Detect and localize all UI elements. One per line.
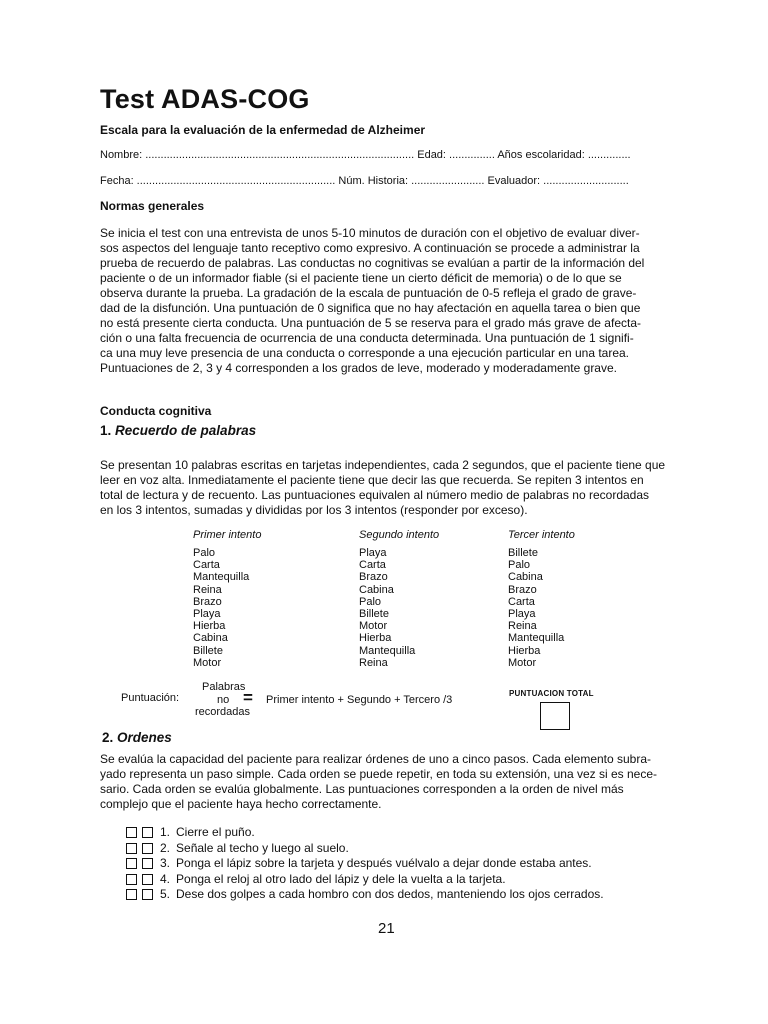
list-item: Playa <box>508 608 536 621</box>
list-item: Motor <box>508 656 537 669</box>
order-text: Señale al techo y luego al suelo. <box>176 840 349 855</box>
list-item: Carta <box>193 559 220 572</box>
score-recordadas: recordadas <box>195 706 251 718</box>
conducta-cognitiva-heading: Conducta cognitiva <box>100 404 212 418</box>
text-line: paciente o de un informador fiable (si el paciente tiene un cierto déficit de memoria) o de lo que se <box>100 271 622 285</box>
list-item: Hierba <box>508 644 541 657</box>
list-item: Hierba <box>193 620 226 633</box>
text-line: total de lectura y de recuento. Las puntuaciones equivalen al número medio de palabras no recordadas <box>100 488 650 502</box>
checkbox[interactable] <box>126 827 137 838</box>
normas-heading: Normas generales <box>100 199 205 213</box>
list-item: Mantequilla <box>508 632 565 645</box>
list-item: Reina <box>508 620 537 633</box>
word-list-segundo <box>359 547 415 669</box>
text-line: Se evalúa la capacidad del paciente para realizar órdenes de uno a cinco pasos. Cada elemento subra- <box>100 752 652 766</box>
text-line: leer en voz alta. Inmediatamente el paciente tiene que decir las que recuerda. Se repiten 3 intentos en <box>100 473 644 487</box>
list-item: Billete <box>508 547 538 559</box>
total-score-label: PUNTUACION TOTAL <box>509 689 594 698</box>
item1-number: 1. <box>100 423 112 438</box>
list-item: Billete <box>193 644 223 657</box>
checkbox[interactable] <box>126 858 137 869</box>
page-subtitle: Escala para la evaluación de la enfermedad de Alzheimer <box>100 123 426 137</box>
list-item: Hierba <box>359 632 392 645</box>
list-item: Motor <box>359 620 388 633</box>
item2-paragraph <box>100 752 668 812</box>
order-item <box>126 887 604 903</box>
score-no: no <box>217 694 230 706</box>
order-item <box>126 825 604 841</box>
checkbox[interactable] <box>142 874 153 885</box>
order-number: 5. <box>160 887 171 901</box>
text-line: dad de la disfunción. Una puntuación de 0 significa que no hay afectación en aquella tarea o bien que <box>100 301 641 315</box>
page-title: Test ADAS-COG <box>100 84 310 114</box>
text-line: Se presentan 10 palabras escritas en tarjetas independientes, cada 2 segundos, que el paciente tiene que <box>100 458 666 472</box>
text-line: prueba de recuerdo de palabras. Las conductas no cognitivas se evalúan a partir de la información del <box>100 256 645 270</box>
text-line: Puntuaciones de 2, 3 y 4 corresponden a los grados de leve, moderado y moderadamente grave. <box>100 361 617 375</box>
score-palabras: Palabras <box>202 681 246 693</box>
list-item: Brazo <box>359 571 388 584</box>
text-line: observa durante la prueba. La gradación de la escala de puntuación de 0-5 refleja el grado de grave- <box>100 286 637 300</box>
column-header-tercer: Tercer intento <box>508 529 575 541</box>
column-header-primer: Primer intento <box>193 529 262 541</box>
list-item: Motor <box>193 656 222 669</box>
text-line: no está presente cierta conducta. Una puntuación de 5 se reserva para el grado más grave de afecta- <box>100 316 641 330</box>
score-formula: Primer intento + Segundo + Tercero /3 <box>266 694 453 706</box>
list-item: Palo <box>359 595 382 608</box>
text-line: yado representa un paso simple. Cada orden se puede repetir, en toda su extensión, una vez si es nece- <box>100 767 658 781</box>
order-item <box>126 856 604 872</box>
word-list-primer <box>193 547 249 669</box>
text-line: sos aspectos del lenguaje tanto receptivo como expresivo. A continuación se procede a administrar la <box>100 241 640 255</box>
order-item <box>126 872 604 888</box>
order-text: Dese dos golpes a cada hombro con dos dedos, manteniendo los ojos cerrados. <box>176 887 604 901</box>
text-line: complejo que el paciente haya hecho correctamente. <box>100 797 382 811</box>
item1-heading <box>100 423 256 438</box>
order-text: Cierre el puño. <box>176 825 255 839</box>
order-number: 2. <box>160 840 171 855</box>
list-item: Mantequilla <box>193 571 250 584</box>
item1-title: Recuerdo de palabras <box>115 423 257 438</box>
item1-paragraph <box>100 458 668 518</box>
text-line: Se inicia el test con una entrevista de unos 5-10 minutos de duración con el objetivo de evaluar diver- <box>100 226 640 240</box>
order-number: 1. <box>160 825 171 839</box>
form-line-nombre: Nombre: ........................................................................................ Edad: ............... Años escolaridad: .............. <box>100 149 631 161</box>
checkbox[interactable] <box>126 843 137 854</box>
item2-heading <box>102 730 172 745</box>
text-line: ción o una falta frecuencia de ocurrencia de una conducta determinada. Una puntuación de 1 signifi- <box>100 331 634 345</box>
list-item: Cabina <box>508 571 543 584</box>
list-item: Carta <box>359 559 386 572</box>
checkbox[interactable] <box>142 827 153 838</box>
score-equals: = <box>243 688 253 707</box>
text-line: sario. Cada orden se evalúa globalmente. Las puntuaciones corresponden a la orden de nivel más <box>100 782 624 796</box>
list-item: Palo <box>193 547 216 559</box>
list-item: Brazo <box>508 583 537 596</box>
list-item: Cabina <box>359 583 394 596</box>
page-number: 21 <box>378 920 395 937</box>
list-item: Brazo <box>193 595 222 608</box>
item2-number: 2. <box>102 730 114 745</box>
total-score-box[interactable] <box>540 702 570 730</box>
order-number: 3. <box>160 856 171 870</box>
list-item: Playa <box>193 608 221 621</box>
checkbox[interactable] <box>126 874 137 885</box>
list-item: Reina <box>193 583 222 596</box>
list-item: Palo <box>508 559 531 572</box>
list-item: Carta <box>508 595 535 608</box>
text-line: en los 3 intentos, sumadas y divididas por los 3 intentos (responder por exceso). <box>100 503 528 517</box>
score-label: Puntuación: <box>121 692 180 704</box>
checkbox[interactable] <box>142 843 153 854</box>
list-item: Billete <box>359 608 389 621</box>
list-item: Cabina <box>193 632 228 645</box>
order-text: Ponga el reloj al otro lado del lápiz y dele la vuelta a la tarjeta. <box>176 871 506 886</box>
text-line: ca una muy leve presencia de una conducta o corresponde a una ejecución particular en una tarea. <box>100 346 630 360</box>
order-text: Ponga el lápiz sobre la tarjeta y después vuélvalo a dejar donde estaba antes. <box>176 856 592 870</box>
list-item: Reina <box>359 656 388 669</box>
orders-list <box>126 825 604 903</box>
column-header-segundo: Segundo intento <box>359 529 440 541</box>
normas-paragraph <box>100 226 668 376</box>
checkbox[interactable] <box>142 889 153 900</box>
checkbox[interactable] <box>126 889 137 900</box>
order-item <box>126 841 604 857</box>
form-line-fecha: Fecha: ................................................................. Núm. Historia: ........................ Evaluador: ............................ <box>100 175 629 187</box>
order-number: 4. <box>160 871 171 886</box>
checkbox[interactable] <box>142 858 153 869</box>
item2-title: Ordenes <box>117 730 172 745</box>
word-list-tercer <box>508 547 564 669</box>
list-item: Mantequilla <box>359 644 416 657</box>
list-item: Playa <box>359 547 387 559</box>
